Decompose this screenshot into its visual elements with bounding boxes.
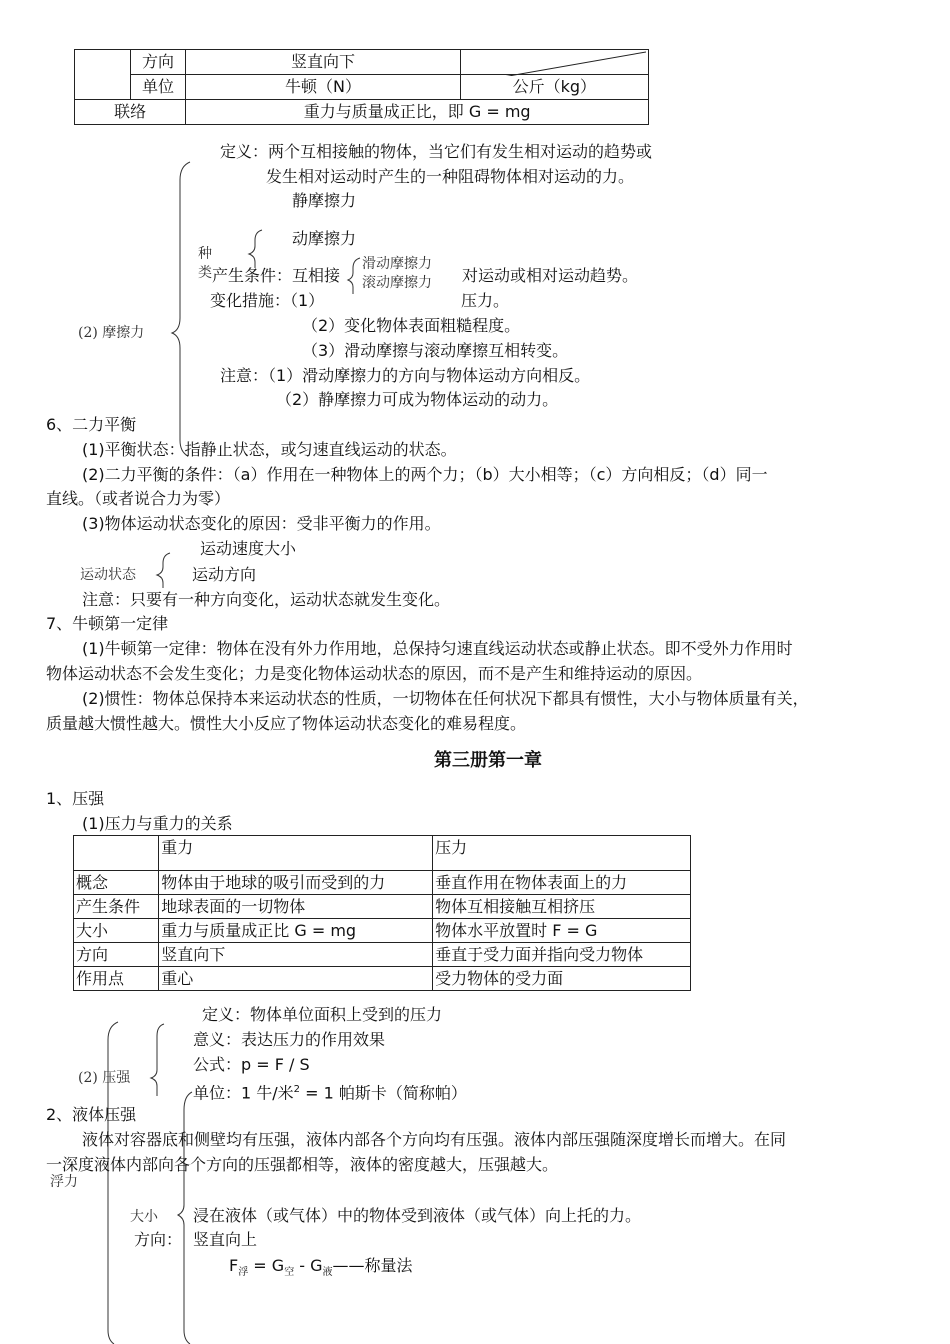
friction-bracket-label: (2) 摩擦力 (78, 325, 145, 341)
table-row (74, 871, 691, 895)
types-label-1: 种 (198, 246, 212, 262)
table-cell: 物体水平放置时 F = G (433, 919, 691, 943)
motion-brace (157, 553, 170, 588)
friction-note-2: （2）静摩擦力可成为物体运动的动力。 (276, 390, 559, 409)
table-row (74, 895, 691, 919)
table-header-cell (74, 836, 159, 871)
friction-note-1: 注意：（1）滑动摩擦力的方向与物体运动方向相反。 (220, 366, 591, 385)
liquid-heading: 2、液体压强 (46, 1105, 137, 1124)
pressure-brace (151, 1024, 164, 1096)
measure-text-a: 变化措施：（1） (210, 291, 325, 310)
table-cell: 产生条件 (74, 895, 159, 919)
table-cell: 单位 (130, 75, 186, 100)
measure-2: （2）变化物体表面粗糙程度。 (302, 316, 521, 335)
table-cell: 地球表面的一切物体 (159, 895, 433, 919)
table-cell: 受力物体的受力面 (433, 967, 691, 991)
kinetic-friction: 动摩擦力 (292, 229, 357, 248)
table-cell: 垂直于受力面并指向受力物体 (433, 943, 691, 967)
balance-note: 注意：只要有一种方向变化，运动状态就发生变化。 (82, 590, 451, 609)
table-row (74, 967, 691, 991)
gravity-pressure-table (73, 835, 691, 991)
table-cell: 作用点 (74, 967, 159, 991)
types-brace (249, 230, 262, 268)
table-cell: 联络 (75, 100, 186, 125)
liquid-p1a: 液体对容器底和侧壁均有压强，液体内部各个方向均有压强。液体内部压强随深度增长而增大。在同 (82, 1130, 787, 1149)
rolling-friction: 滚动摩擦力 (362, 275, 432, 291)
buoyancy-label: 浮力 (50, 1174, 78, 1190)
newton-p2b: 质量越大惯性越大。惯性大小反应了物体运动状态变化的难易程度。 (46, 714, 527, 733)
newton-p2a: (2)惯性：物体总保持本来运动状态的性质，一切物体在任何状况下都具有惯性，大小与物体质量有关， (82, 689, 809, 708)
measure-3: （3）滑动摩擦与滚动摩擦互相转变。 (302, 341, 569, 360)
table-header-cell: 压力 (433, 836, 691, 871)
friction-definition-1: 定义：两个互相接触的物体，当它们有发生相对运动的趋势或 (220, 142, 653, 161)
friction-brace (172, 162, 190, 456)
table-cell: 方向 (74, 943, 159, 967)
pressure-unit: 单位：1 牛/米$^2$ = 1 帕斯卡（简称帕） (193, 1083, 467, 1103)
sliding-brace (348, 258, 360, 294)
pressure-definition: 定义：物体单位面积上受到的压力 (202, 1005, 443, 1024)
table-cell: 垂直作用在物体表面上的力 (433, 871, 691, 895)
balance-heading: 6、二力平衡 (46, 415, 137, 434)
measure-text-b: 压力。 (461, 291, 510, 310)
table-cell: 概念 (74, 871, 159, 895)
pressure-bracket-label: (2) 压强 (78, 1070, 131, 1086)
condition-text-a: 产生条件：互相接 (212, 266, 341, 285)
table-cell: 大小 (74, 919, 159, 943)
table-cell: 竖直向下 (159, 943, 433, 967)
pressure-heading: 1、压强 (46, 789, 105, 808)
buoyancy-definition: 浸在液体（或气体）中的物体受到液体（或气体）向上托的力。 (193, 1206, 642, 1225)
chapter-title: 第三册第一章 (434, 750, 542, 771)
motion-state-label: 运动状态 (80, 567, 136, 583)
table-cell: 重心 (159, 967, 433, 991)
table-cell: 竖直向下 (186, 50, 460, 75)
table-cell: 物体由于地球的吸引而受到的力 (159, 871, 433, 895)
table-cell: 牛顿（N） (186, 75, 460, 100)
buoyancy-formula: $F_浮 = G_空$ - $G_液——$称量法 (229, 1256, 413, 1279)
table-header-row (74, 836, 691, 871)
table-header-cell: 重力 (159, 836, 433, 871)
table-cell: 公斤（kg） (460, 75, 648, 100)
table-cell: 重力与质量成正比 G = mg (159, 919, 433, 943)
static-friction: 静摩擦力 (292, 191, 357, 210)
table-cell: 物体互相接触互相挤压 (433, 895, 691, 919)
types-label-2: 类 (198, 265, 212, 281)
pressure-formula: 公式：p = F / S (193, 1055, 310, 1074)
table-cell: 重力与质量成正比，即 G = mg (186, 100, 649, 125)
condition-text-b: 对运动或相对运动趋势。 (462, 266, 639, 285)
pressure-subheading: (1)压力与重力的关系 (82, 814, 233, 833)
sliding-friction: 滑动摩擦力 (362, 256, 432, 272)
table-row (74, 919, 691, 943)
buoyancy-size-label: 大小 (130, 1209, 158, 1225)
pressure-meaning: 意义：表达压力的作用效果 (193, 1030, 386, 1049)
motion-direction: 运动方向 (192, 565, 257, 584)
balance-p2b: 直线。（或者说合力为零） (46, 489, 231, 508)
friction-definition-2: 发生相对运动时产生的一种阻碍物体相对运动的力。 (266, 167, 635, 186)
newton-p1a: (1)牛顿第一定律：物体在没有外力作用地，总保持匀速直线运动状态或静止状态。即不受外力作用时 (82, 639, 793, 658)
buoyancy-direction-label: 方向： (134, 1230, 183, 1249)
newton-p1b: 物体运动状态不会发生变化；力是变化物体运动状态的原因，而不是产生和维持运动的原因。 (46, 664, 703, 683)
balance-p1: (1)平衡状态：指静止状态，或匀速直线运动的状态。 (82, 440, 457, 459)
balance-p3: (3)物体运动状态变化的原因：受非平衡力的作用。 (82, 514, 441, 533)
table-row (74, 943, 691, 967)
table-cell: 方向 (130, 50, 186, 75)
balance-p2a: (2)二力平衡的条件：（a）作用在一种物体上的两个力；（b）大小相等；（c）方向相反；（d）同一 (82, 465, 768, 484)
newton-heading: 7、牛顿第一定律 (46, 614, 169, 633)
liquid-p1b: 一深度液体内部向各个方向的压强都相等，液体的密度越大，压强越大。 (46, 1155, 559, 1174)
motion-speed: 运动速度大小 (200, 539, 297, 558)
buoyancy-direction: 竖直向上 (193, 1230, 258, 1249)
